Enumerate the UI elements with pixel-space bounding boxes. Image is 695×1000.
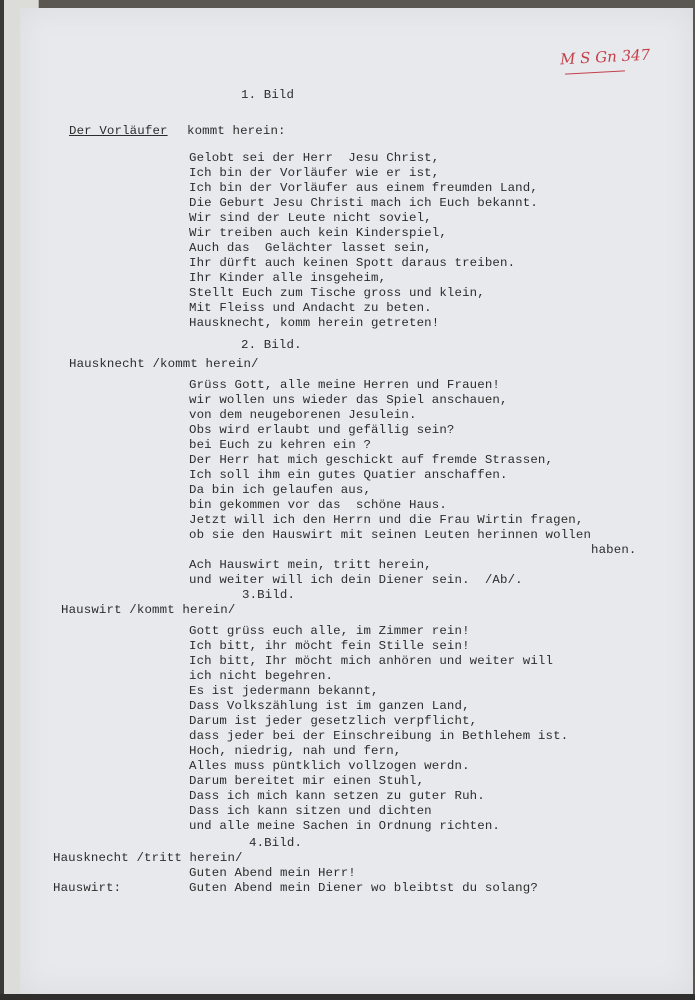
text-line-h10: Jetzt will ich den Herrn und die Frau Wirtin fragen, [189, 513, 584, 527]
text-line-w14: und alle meine Sachen in Ordnung richten. [189, 819, 501, 833]
text-line-title-1: 1. Bild [241, 88, 295, 102]
text-line-v7: Auch das Gelächter lasset sein, [189, 241, 432, 255]
text-line-w1: Gott grüss euch alle, im Zimmer rein! [189, 624, 470, 638]
text-line-v5: Wir sind der Leute nicht soviel, [189, 211, 432, 225]
bottom-edge [0, 994, 695, 1000]
text-line-title-4: 4.Bild. [249, 836, 303, 850]
text-line-w8: dass jeder bei der Einschreibung in Bethlehem ist. [189, 729, 569, 743]
text-line-h11: ob sie den Hauswirt mit seinen Leuten herinnen wollen [189, 528, 592, 542]
text-line-hausknecht-heading-2: Hausknecht /tritt herein/ [53, 851, 243, 865]
text-line-v3: Ich bin der Vorläufer aus einem freumden Land, [189, 181, 538, 195]
text-line-h9: bin gekommen vor das schöne Haus. [189, 498, 447, 512]
text-line-h14: und weiter will ich dein Diener sein. /Ab/. [189, 573, 523, 587]
text-line-h5: bei Euch zu kehren ein ? [189, 438, 372, 452]
text-line-w10: Alles muss püntklich vollzogen werdn. [189, 759, 470, 773]
text-line-v9: Ihr Kinder alle insgeheim, [189, 271, 387, 285]
text-line-w11: Darum bereitet mir einen Stuhl, [189, 774, 425, 788]
text-line-h7: Ich soll ihm ein gutes Quatier anschaffen. [189, 468, 508, 482]
text-line-w9: Hoch, niedrig, nah und fern, [189, 744, 402, 758]
text-line-v11: Mit Fleiss und Andacht zu beten. [189, 301, 432, 315]
text-line-w6: Dass Volkszählung ist im ganzen Land, [189, 699, 470, 713]
text-line-v12: Hausknecht, komm herein getreten! [189, 316, 440, 330]
text-line-v4: Die Geburt Jesu Christi mach ich Euch bekannt. [189, 196, 538, 210]
text-line-w3: Ich bitt, Ihr möcht mich anhören und weiter will [189, 654, 554, 668]
text-line-vorlaeufer-heading-rest: kommt herein: [187, 124, 286, 138]
text-line-h2: wir wollen uns wieder das Spiel anschauen, [189, 393, 508, 407]
text-line-v1: Gelobt sei der Herr Jesu Christ, [189, 151, 440, 165]
text-line-w12: Dass ich mich kann setzen zu guter Ruh. [189, 789, 485, 803]
text-line-w4: ich nicht begehren. [189, 669, 334, 683]
text-line-hauswirt-speaker: Hauswirt: [53, 881, 122, 895]
text-line-h12: haben. [591, 543, 637, 557]
shelfmark: M S Gn 347 [559, 45, 651, 69]
text-line-h4: Obs wird erlaubt und gefällig sein? [189, 423, 455, 437]
text-line-w5: Es ist jedermann bekannt, [189, 684, 379, 698]
text-line-v8: Ihr dürft auch keinen Spott daraus treiben. [189, 256, 516, 270]
text-line-h6: Der Herr hat mich geschickt auf fremde Strassen, [189, 453, 554, 467]
text-line-w2: Ich bitt, ihr möcht fein Stille sein! [189, 639, 470, 653]
text-line-k1: Guten Abend mein Herr! [189, 866, 356, 880]
text-line-hausknecht-heading: Hausknecht /kommt herein/ [69, 357, 259, 371]
text-line-w13: Dass ich kann sitzen und dichten [189, 804, 432, 818]
text-line-k2: Guten Abend mein Diener wo bleibtst du solang? [189, 881, 538, 895]
text-line-vorlaeufer-heading: Der Vorläufer [69, 124, 168, 138]
text-line-w7: Darum ist jeder gesetzlich verpflicht, [189, 714, 478, 728]
text-line-hauswirt-heading: Hauswirt /kommt herein/ [61, 603, 236, 617]
text-line-h1: Grüss Gott, alle meine Herren und Frauen! [189, 378, 501, 392]
text-line-h8: Da bin ich gelaufen aus, [189, 483, 372, 497]
text-line-title-3: 3.Bild. [242, 588, 296, 602]
text-line-v2: Ich bin der Vorläufer wie er ist, [189, 166, 440, 180]
text-line-h13: Ach Hauswirt mein, tritt herein, [189, 558, 432, 572]
text-line-v6: Wir treiben auch kein Kinderspiel, [189, 226, 447, 240]
text-line-h3: von dem neugeborenen Jesulein. [189, 408, 417, 422]
text-line-v10: Stellt Euch zum Tische gross und klein, [189, 286, 485, 300]
text-line-title-2: 2. Bild. [241, 338, 302, 352]
